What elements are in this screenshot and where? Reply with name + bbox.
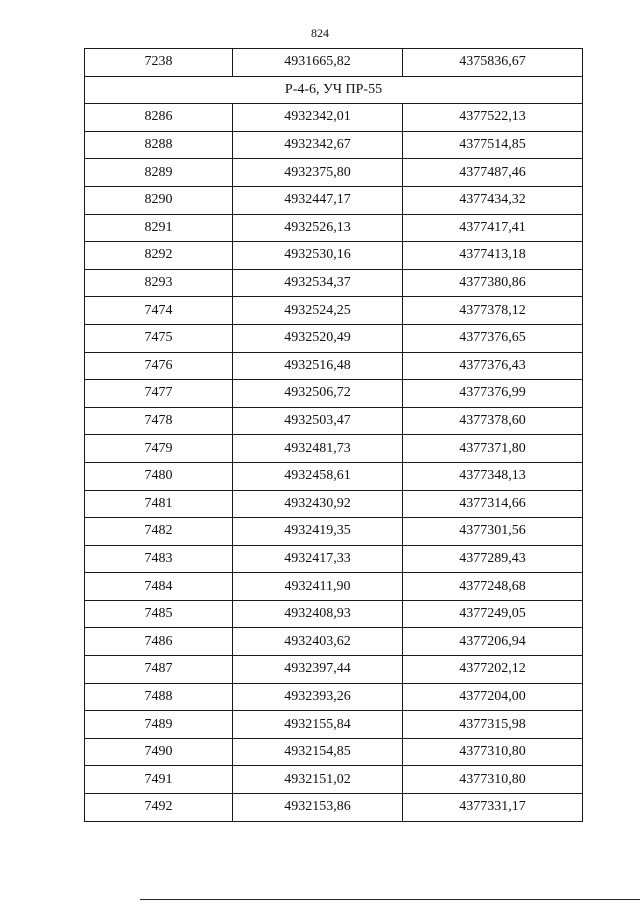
y-coordinate-cell: 4377314,66 (403, 490, 583, 518)
x-coordinate-cell: 4932342,01 (233, 104, 403, 132)
table-row (85, 352, 583, 380)
point-number-cell: 8288 (85, 131, 233, 159)
table-row (85, 545, 583, 573)
point-number-cell: 7479 (85, 435, 233, 463)
y-coordinate-cell: 4377371,80 (403, 435, 583, 463)
x-coordinate-cell: 4932503,47 (233, 407, 403, 435)
y-coordinate-cell: 4377315,98 (403, 711, 583, 739)
y-coordinate-cell: 4377434,32 (403, 186, 583, 214)
table-row (85, 435, 583, 463)
y-coordinate-cell: 4377310,80 (403, 738, 583, 766)
point-number-cell: 8292 (85, 242, 233, 270)
table-row (85, 490, 583, 518)
table-row (85, 214, 583, 242)
point-number-cell: 8291 (85, 214, 233, 242)
point-number-cell: 7482 (85, 518, 233, 546)
point-number-cell: 8289 (85, 159, 233, 187)
y-coordinate-cell: 4377289,43 (403, 545, 583, 573)
table-row (85, 738, 583, 766)
x-coordinate-cell: 4932520,49 (233, 324, 403, 352)
table-row (85, 159, 583, 187)
table-row (85, 794, 583, 822)
point-number-cell: 7488 (85, 683, 233, 711)
point-number-cell: 7477 (85, 380, 233, 408)
y-coordinate-cell: 4377417,41 (403, 214, 583, 242)
x-coordinate-cell: 4932506,72 (233, 380, 403, 408)
x-coordinate-cell: 4932408,93 (233, 600, 403, 628)
x-coordinate-cell: 4932403,62 (233, 628, 403, 656)
y-coordinate-cell: 4377331,17 (403, 794, 583, 822)
table-row (85, 628, 583, 656)
table-row (85, 186, 583, 214)
y-coordinate-cell: 4377206,94 (403, 628, 583, 656)
point-number-cell: 8286 (85, 104, 233, 132)
point-number-cell: 7485 (85, 600, 233, 628)
table-row (85, 297, 583, 325)
table-row (85, 269, 583, 297)
point-number-cell: 7475 (85, 324, 233, 352)
coordinates-table (84, 48, 583, 822)
table-row (85, 131, 583, 159)
table-row (85, 242, 583, 270)
y-coordinate-cell: 4375836,67 (403, 49, 583, 77)
y-coordinate-cell: 4377376,99 (403, 380, 583, 408)
table-row (85, 766, 583, 794)
point-number-cell: 7491 (85, 766, 233, 794)
table-row (85, 656, 583, 684)
x-coordinate-cell: 4932516,48 (233, 352, 403, 380)
table-body (85, 49, 583, 822)
x-coordinate-cell: 4932524,25 (233, 297, 403, 325)
x-coordinate-cell: 4932151,02 (233, 766, 403, 794)
x-coordinate-cell: 4932430,92 (233, 490, 403, 518)
y-coordinate-cell: 4377202,12 (403, 656, 583, 684)
point-number-cell: 8293 (85, 269, 233, 297)
point-number-cell: 7478 (85, 407, 233, 435)
x-coordinate-cell: 4932342,67 (233, 131, 403, 159)
x-coordinate-cell: 4931665,82 (233, 49, 403, 77)
x-coordinate-cell: 4932397,44 (233, 656, 403, 684)
y-coordinate-cell: 4377376,43 (403, 352, 583, 380)
y-coordinate-cell: 4377248,68 (403, 573, 583, 601)
point-number-cell: 7481 (85, 490, 233, 518)
table-row (85, 711, 583, 739)
y-coordinate-cell: 4377378,60 (403, 407, 583, 435)
point-number-cell: 7489 (85, 711, 233, 739)
y-coordinate-cell: 4377378,12 (403, 297, 583, 325)
x-coordinate-cell: 4932526,13 (233, 214, 403, 242)
x-coordinate-cell: 4932154,85 (233, 738, 403, 766)
x-coordinate-cell: 4932447,17 (233, 186, 403, 214)
x-coordinate-cell: 4932153,86 (233, 794, 403, 822)
y-coordinate-cell: 4377514,85 (403, 131, 583, 159)
y-coordinate-cell: 4377204,00 (403, 683, 583, 711)
point-number-cell: 7483 (85, 545, 233, 573)
point-number-cell: 7487 (85, 656, 233, 684)
point-number-cell: 7476 (85, 352, 233, 380)
point-number-cell: 7480 (85, 462, 233, 490)
x-coordinate-cell: 4932155,84 (233, 711, 403, 739)
table-row (85, 462, 583, 490)
section-header-row (85, 76, 583, 104)
table-row (85, 683, 583, 711)
point-number-cell: 7486 (85, 628, 233, 656)
table-row (85, 518, 583, 546)
bottom-rule (140, 899, 640, 900)
point-number-cell: 8290 (85, 186, 233, 214)
x-coordinate-cell: 4932393,26 (233, 683, 403, 711)
y-coordinate-cell: 4377310,80 (403, 766, 583, 794)
x-coordinate-cell: 4932530,16 (233, 242, 403, 270)
point-number-cell: 7492 (85, 794, 233, 822)
x-coordinate-cell: 4932481,73 (233, 435, 403, 463)
y-coordinate-cell: 4377522,13 (403, 104, 583, 132)
y-coordinate-cell: 4377487,46 (403, 159, 583, 187)
x-coordinate-cell: 4932411,90 (233, 573, 403, 601)
x-coordinate-cell: 4932417,33 (233, 545, 403, 573)
table-row (85, 104, 583, 132)
y-coordinate-cell: 4377348,13 (403, 462, 583, 490)
table-row (85, 600, 583, 628)
point-number-cell: 7238 (85, 49, 233, 77)
x-coordinate-cell: 4932375,80 (233, 159, 403, 187)
y-coordinate-cell: 4377413,18 (403, 242, 583, 270)
y-coordinate-cell: 4377301,56 (403, 518, 583, 546)
table-row (85, 49, 583, 77)
point-number-cell: 7474 (85, 297, 233, 325)
table-row (85, 380, 583, 408)
page-number: 824 (311, 26, 329, 40)
x-coordinate-cell: 4932458,61 (233, 462, 403, 490)
y-coordinate-cell: 4377380,86 (403, 269, 583, 297)
section-title: Р-4-6, УЧ ПР-55 (85, 76, 583, 104)
table-row (85, 324, 583, 352)
x-coordinate-cell: 4932419,35 (233, 518, 403, 546)
table-row (85, 407, 583, 435)
point-number-cell: 7490 (85, 738, 233, 766)
y-coordinate-cell: 4377376,65 (403, 324, 583, 352)
point-number-cell: 7484 (85, 573, 233, 601)
x-coordinate-cell: 4932534,37 (233, 269, 403, 297)
y-coordinate-cell: 4377249,05 (403, 600, 583, 628)
table-row (85, 573, 583, 601)
